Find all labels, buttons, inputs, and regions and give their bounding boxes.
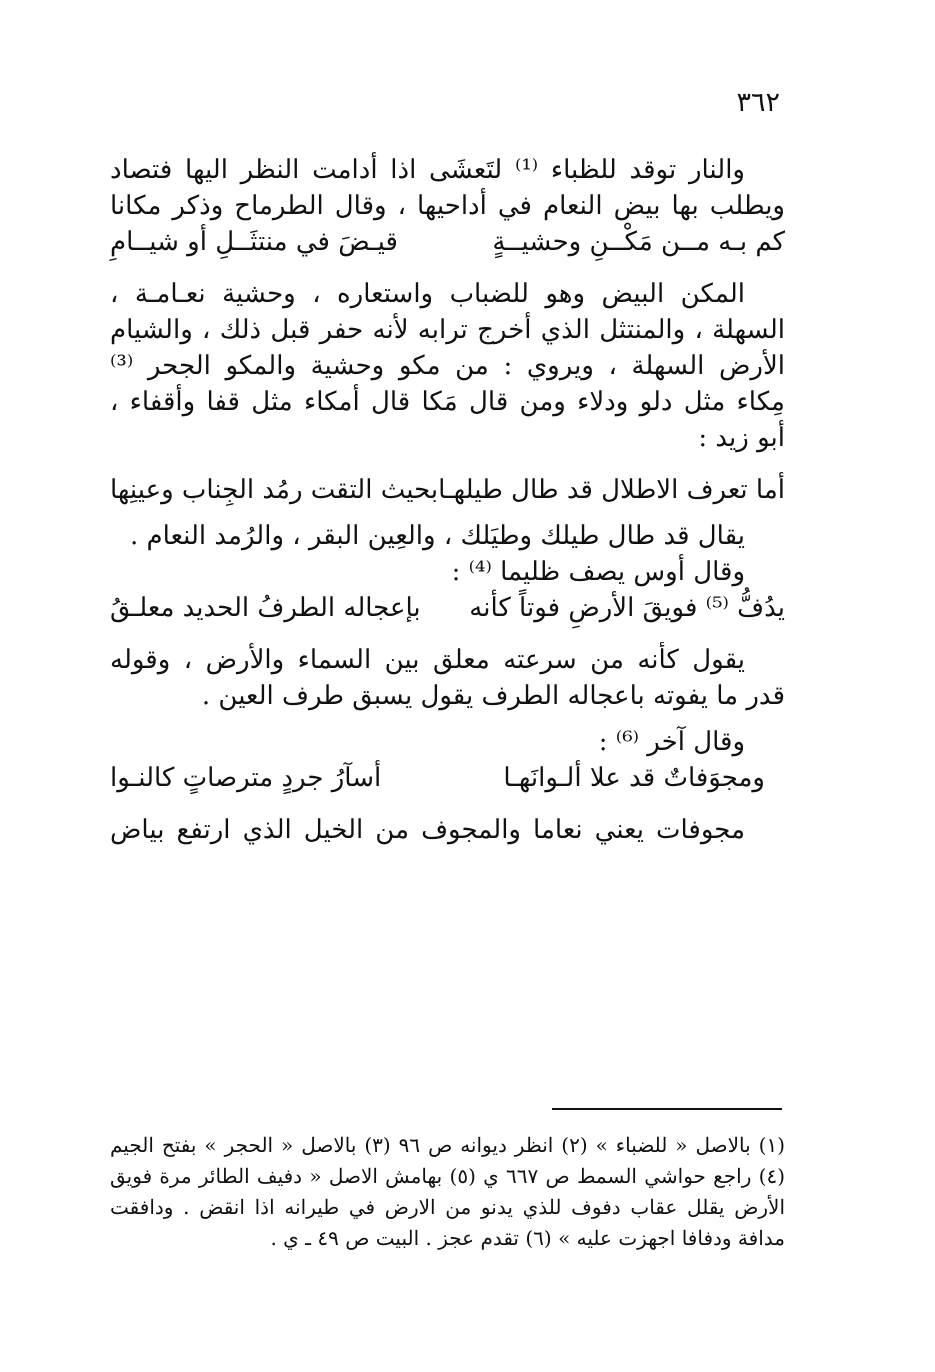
verse-hemistich-first: ومجوَفاتٌ قد علا ألـوانَهـا	[503, 763, 765, 793]
verse-1	[110, 224, 785, 260]
verse-2	[110, 472, 785, 508]
footnote-line: مدافة ودفافا اجهزت عليه » (٦) تقدم عجز . البيت ص ٤٩ ـ ي .	[270, 1226, 785, 1250]
text-line: ويطلب بها بيض النعام في أداحيها ، وقال الطرماح وذكر مكانا	[110, 191, 785, 221]
verse-hemistich-first: كم بـه مــن مَكْــنِ وحشيــةٍ	[492, 227, 785, 257]
footnote-line: (١) بالاصل « للضباء » (٢) انظر ديوانه ص ٩٦ (٣) بالاصل « الحجر » بفتح الجيم	[110, 1133, 785, 1157]
verse-4	[110, 760, 785, 796]
text-line: مجوفات يعني نعاما والمجوف من الخيل الذي ارتفع بياض	[110, 815, 745, 845]
main-text	[110, 152, 785, 848]
text-line: وقال أوس يصف ظليما ⁽⁴⁾ :	[451, 557, 745, 587]
footnote-divider	[552, 1108, 782, 1110]
page-number: ٣٦٢	[736, 87, 780, 118]
verse-hemistich-second: بإعجاله الطرفُ الحديد معلـقُ	[110, 593, 421, 623]
verse-hemistich-second: قيـضَ في منتثَــلِ أو شيــامِ	[110, 227, 398, 257]
verse-3	[110, 590, 785, 626]
text-line: وقال آخر ⁽⁶⁾ :	[598, 727, 745, 757]
footnotes	[110, 1130, 785, 1254]
verse-hemistich-first: أما تعرف الاطلال قد طال طيلهـا	[438, 475, 785, 505]
footnote-line: الأرض يقلل عقاب دفوف للذي يدنو من الارض في طيرانه اذا انقض . ودافقت	[110, 1195, 785, 1219]
verse-hemistich-second: أسآرُ جردٍ مترصاتٍ كالنـوا	[110, 763, 382, 793]
text-line: المكن البيض وهو للضباب واستعاره ، وحشية نعـامـة ،	[110, 279, 745, 309]
text-line: يقول كأنه من سرعته معلق بين السماء والأرض ، وقوله	[110, 645, 745, 675]
verse-hemistich-first: يدُفُّ ⁽⁵⁾ فويقَ الأرضِ فوتاً كأنه	[469, 593, 785, 623]
footnote-line: (٤) راجع حواشي السمط ص ٦٦٧ ي (٥) بهامش الاصل « دفيف الطائر مرة فويق	[110, 1164, 785, 1188]
text-line: يقال قد طال طيلك وطيَلك ، والعِين البقر ، والرُمد النعام .	[130, 521, 745, 551]
text-line: أبو زيد :	[698, 423, 785, 453]
text-line: قدر ما يفوته باعجاله الطرف يقول يسبق طرف العين .	[201, 681, 785, 711]
text-line: مِكاء مثل دلو ودلاء ومن قال مَكا قال أمكاء مثل قفا وأقفاء ،	[110, 387, 785, 417]
text-line: الأرض السهلة ، ويروي : من مكو وحشية والمكو الجحر ⁽³⁾	[110, 351, 785, 381]
text-line: والنار توقد للظباء ⁽¹⁾ لتَعشَى اذا أدامت النظر اليها فتصاد	[110, 155, 745, 185]
text-line: السهلة ، والمنتثل الذي أخرج ترابه لأنه حفر قبل ذلك ، والشيام	[110, 315, 785, 345]
verse-hemistich-second: بحيث التقت رمُد الجِناب وعينِها	[110, 475, 439, 505]
